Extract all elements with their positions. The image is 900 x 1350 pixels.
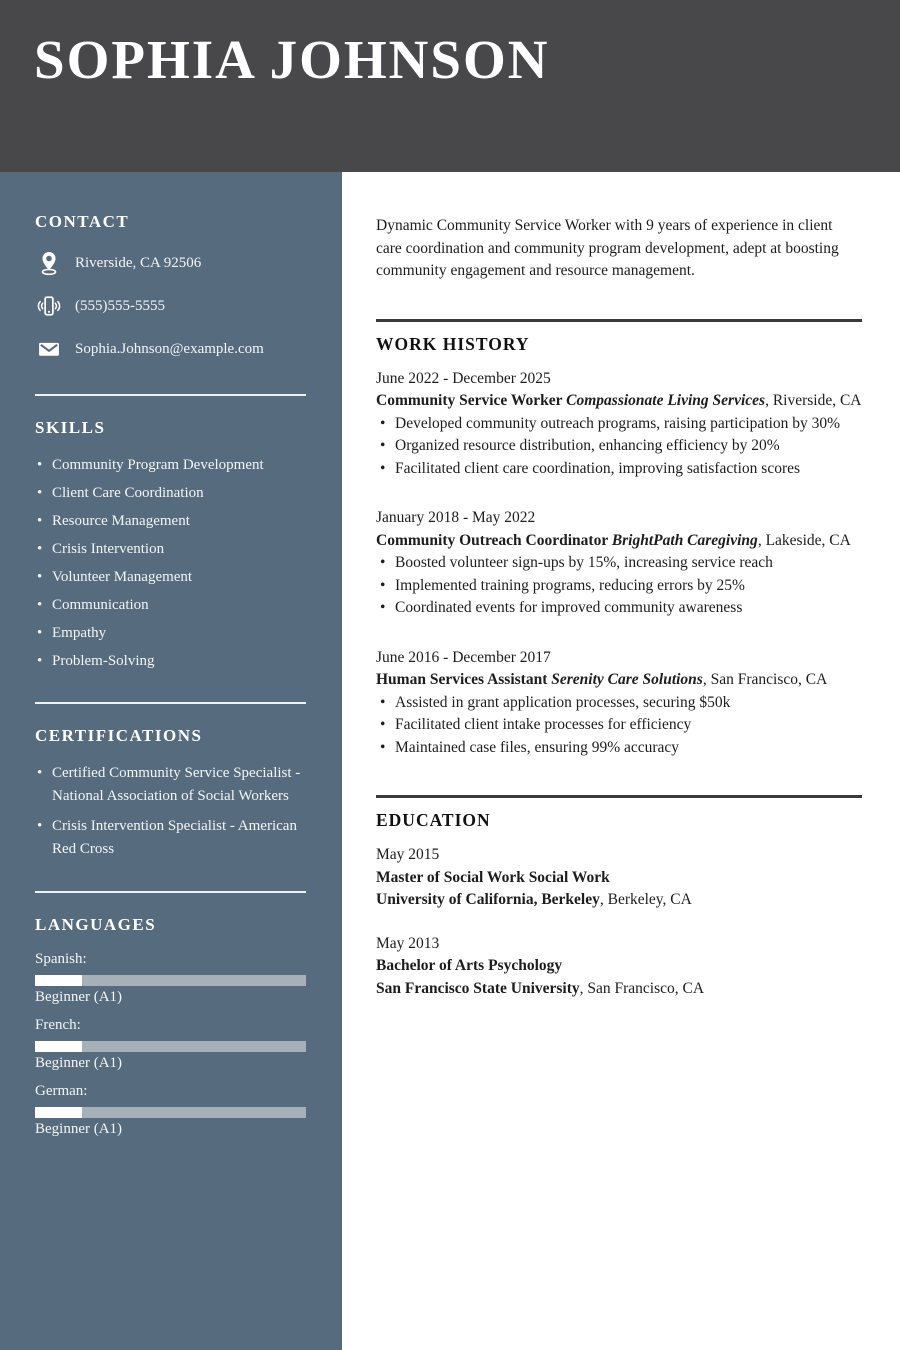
job-company: Compassionate Living Services	[566, 392, 766, 409]
language-name: Spanish:	[35, 951, 87, 967]
language-item	[35, 1017, 306, 1072]
language-name: French:	[35, 1017, 81, 1033]
phone-icon	[35, 292, 67, 320]
job-location: , Lakeside, CA	[757, 531, 851, 549]
job-role: Community Service Worker	[376, 392, 563, 409]
contact-section	[35, 212, 306, 364]
job-entry	[376, 647, 862, 760]
sidebar-divider	[35, 702, 306, 704]
language-item	[35, 1083, 306, 1138]
professional-summary: Dynamic Community Service Worker with 9 years of experience in client care coordination and community program development, adept at boosting community engagement and resource management.	[376, 217, 839, 279]
education-location: , Berkeley, CA	[599, 891, 692, 908]
education-date: May 2013	[376, 934, 440, 952]
job-bullet: • Coordinated events for improved community awareness	[376, 597, 862, 620]
language-progress-track	[35, 1041, 306, 1052]
education-school-line	[376, 978, 862, 1001]
work-history-title: WORK HISTORY	[376, 333, 530, 354]
language-progress-track	[35, 975, 306, 986]
job-entry	[376, 507, 862, 620]
contact-section-title: CONTACT	[35, 212, 130, 231]
education-location: , San Francisco, CA	[579, 979, 705, 997]
skill-item: • Crisis Intervention	[35, 538, 306, 560]
education-list	[376, 844, 862, 1000]
job-dates: June 2022 - December 2025	[376, 369, 551, 387]
job-bullet: • Facilitated client care coordination, improving satisfaction scores	[376, 458, 862, 481]
job-role: Human Services Assistant	[376, 671, 548, 688]
jobs-list	[376, 368, 862, 760]
languages-section-title: LANGUAGES	[35, 915, 157, 934]
education-section	[376, 810, 862, 1000]
work-history-section	[376, 334, 862, 760]
skill-item: • Client Care Coordination	[35, 482, 306, 504]
education-school: University of California, Berkeley	[376, 891, 600, 908]
contact-phone-text: (555)555-5555	[75, 297, 165, 314]
skills-list	[35, 454, 306, 672]
sidebar-divider	[35, 394, 306, 396]
language-item	[35, 951, 306, 1006]
skills-section-title: SKILLS	[35, 418, 106, 437]
job-bullets	[376, 692, 862, 760]
job-company: BrightPath Caregiving	[611, 531, 758, 549]
sidebar	[0, 172, 342, 1350]
language-progress-fill	[35, 1107, 82, 1118]
skill-item: • Communication	[35, 594, 306, 616]
job-bullets	[376, 552, 862, 620]
job-dates: June 2016 - December 2017	[376, 648, 551, 666]
job-role: Community Outreach Coordinator	[376, 531, 608, 549]
skill-item: • Volunteer Management	[35, 566, 306, 588]
education-entry	[376, 844, 862, 912]
certifications-section-title: CERTIFICATIONS	[35, 726, 203, 745]
job-dates: January 2018 - May 2022	[376, 509, 536, 526]
job-bullets	[376, 413, 862, 481]
education-date: May 2015	[376, 846, 440, 863]
job-bullet: • Developed community outreach programs, raising participation by 30%	[376, 413, 862, 436]
section-divider	[376, 795, 862, 798]
language-progress-fill	[35, 1041, 82, 1052]
job-company: Serenity Care Solutions	[551, 671, 703, 688]
header-band	[0, 0, 900, 172]
language-progress-track	[35, 1107, 306, 1118]
job-title-line	[376, 390, 862, 413]
skill-item: • Problem-Solving	[35, 650, 306, 672]
job-bullet: • Facilitated client intake processes for efficiency	[376, 714, 862, 737]
job-title-line	[376, 530, 862, 553]
email-icon	[35, 335, 67, 363]
languages-list	[35, 951, 306, 1138]
certifications-section	[35, 726, 306, 861]
main-column	[342, 172, 900, 1350]
skill-item: • Community Program Development	[35, 454, 306, 476]
language-level: Beginner (A1)	[35, 1055, 123, 1071]
education-degree: Bachelor of Arts Psychology	[376, 957, 563, 974]
job-bullet: • Boosted volunteer sign-ups by 15%, increasing service reach	[376, 552, 862, 575]
job-bullet: • Organized resource distribution, enhancing efficiency by 20%	[376, 435, 862, 458]
certification-item: • Crisis Intervention Specialist - American Red Cross	[35, 815, 306, 861]
certification-item: • Certified Community Service Specialist - National Association of Social Workers	[35, 762, 306, 808]
language-level: Beginner (A1)	[35, 1121, 123, 1137]
skill-item: • Empathy	[35, 622, 306, 644]
language-name: German:	[35, 1083, 88, 1099]
location-pin-icon	[35, 249, 67, 277]
contact-location-row	[35, 248, 306, 278]
contact-email-text: Sophia.Johnson@example.com	[75, 340, 264, 357]
job-bullet: • Implemented training programs, reducing errors by 25%	[376, 575, 862, 598]
contact-phone-row	[35, 291, 306, 321]
languages-section	[35, 915, 306, 1138]
language-level: Beginner (A1)	[35, 989, 123, 1005]
candidate-name: SOPHIA JOHNSON	[34, 29, 550, 90]
contact-email-row	[35, 334, 306, 364]
contact-location-text: Riverside, CA 92506	[75, 254, 202, 271]
job-bullet: • Assisted in grant application processes, securing $50k	[376, 692, 862, 715]
job-title-line	[376, 669, 862, 692]
sidebar-divider	[35, 891, 306, 893]
skills-section	[35, 418, 306, 672]
language-progress-fill	[35, 975, 82, 986]
certifications-list	[35, 762, 306, 861]
education-title: EDUCATION	[376, 810, 491, 830]
education-school-line	[376, 889, 862, 912]
education-school: San Francisco State University	[376, 979, 580, 997]
job-entry	[376, 368, 862, 481]
education-degree: Master of Social Work Social Work	[376, 868, 610, 886]
section-divider	[376, 319, 862, 322]
job-location: , Riverside, CA	[765, 392, 862, 409]
job-bullet: • Maintained case files, ensuring 99% accuracy	[376, 737, 862, 760]
job-location: , San Francisco, CA	[702, 671, 828, 688]
education-entry	[376, 933, 862, 1001]
skill-item: • Resource Management	[35, 510, 306, 532]
